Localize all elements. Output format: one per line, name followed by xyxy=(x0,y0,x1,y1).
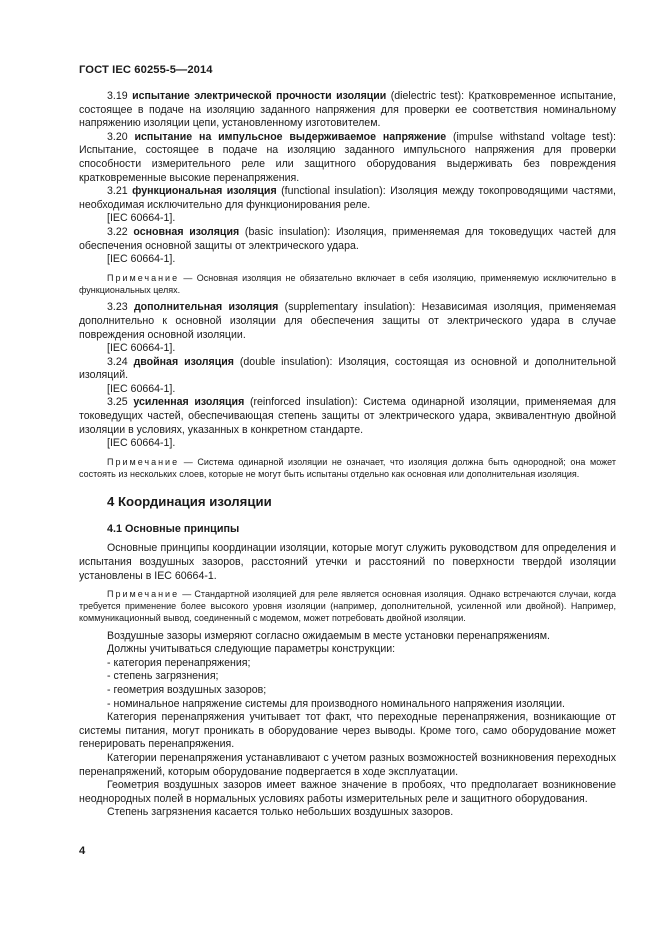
term-number: 3.23 xyxy=(107,301,128,314)
paragraph: Должны учитываться следующие параметры конструкции: xyxy=(107,643,396,656)
term-definition: (supplementary insulation): Независимая изоляция, применяемая дополнительно к основной изоляции для обеспечения защиты от электрического удара в случае повреждения основной изоляции. xyxy=(79,301,616,341)
term-3-24 xyxy=(79,356,616,383)
paragraph: Воздушные зазоры измеряют согласно ожидаемым в месте установки перенапряжениям. xyxy=(107,629,550,642)
term-3-22 xyxy=(79,226,616,253)
term-definition: (basic insulation): Изоляция, применяемая для токоведущих частей для обеспечения основной защиты от электрического удара. xyxy=(79,225,616,252)
list-item: - степень загрязнения; xyxy=(107,670,219,683)
term-definition: (reinforced insulation): Система одинарной изоляции, применяемая для токоведущих частей, обеспечивающая степень защиты от электрического удара, эквивалентную двойной изоляции в условиях, указанных в конкретном стандарте. xyxy=(79,396,616,436)
subsection-heading: 4.1 Основные принципы xyxy=(107,523,240,536)
paragraph: Степень загрязнения касается только небольших воздушных зазоров. xyxy=(107,806,454,819)
term-3-25 xyxy=(79,396,616,437)
note-text: — Основная изоляция не обязательно включает в себя изоляцию, применяемую исключительно в функциональных целях. xyxy=(79,272,616,295)
term-definition: (dielectric test): Кратковременное испытание, состоящее в подаче на изоляцию заданного напряжения для проверки ее соответствия номинальному напряжению изоляции цепи, установленному изготовителем. xyxy=(79,90,617,130)
term-number: 3.21 xyxy=(107,185,128,198)
note-label: Примечание xyxy=(107,272,180,283)
note-label: Примечание xyxy=(107,589,180,600)
term-title: двойная изоляция xyxy=(133,355,234,368)
term-number: 3.25 xyxy=(107,396,128,409)
term-definition: (impulse withstand voltage test): Испытание, состоящее в подаче на изоляцию заданного импульсного напряжения для проверки способности измерительного реле или защитного оборудования выдерживать без повреждения кратковременные высокие перенапряжения. xyxy=(79,130,616,184)
page-body xyxy=(79,90,616,820)
reference: [IEC 60664-1]. xyxy=(107,437,176,450)
term-title: дополнительная изоляция xyxy=(133,301,279,314)
term-3-19 xyxy=(79,90,616,131)
term-3-23 xyxy=(79,301,616,342)
term-number: 3.20 xyxy=(107,130,128,143)
term-title: функциональная изоляция xyxy=(132,185,277,198)
list-item: - номинальное напряжение системы для производного номинального напряжения изоляции. xyxy=(107,697,565,710)
term-title: усиленная изоляция xyxy=(133,396,245,409)
reference: [IEC 60664-1]. xyxy=(107,253,176,266)
term-number: 3.24 xyxy=(107,355,128,368)
term-definition: (double insulation): Изоляция, состоящая из основной и дополнительной изоляций. xyxy=(79,355,616,382)
term-title: основная изоляция xyxy=(133,225,240,238)
note-1 xyxy=(79,273,616,297)
reference: [IEC 60664-1]. xyxy=(107,342,176,355)
paragraph: Геометрия воздушных зазоров имеет важное значение в пробоях, что предполагает возникновение неоднородных полей в нормальных условиях работы измерительных реле и защитного оборудования. xyxy=(79,779,616,805)
term-definition: (functional insulation): Изоляция между токопроводящими частями, необходимая исключительно для функционирования реле. xyxy=(79,185,616,211)
reference: [IEC 60664-1]. xyxy=(107,212,176,225)
note-label: Примечание xyxy=(107,456,180,467)
term-3-20 xyxy=(79,131,616,185)
term-number: 3.22 xyxy=(107,225,128,238)
note-text: — Система одинарной изоляции не означает, что изоляция должна быть однородной; она может состоять из нескольких слоев, которые не могут быть испытаны отдельно как основная или дополнительная изоляция. xyxy=(79,456,616,479)
note-3 xyxy=(79,589,616,624)
section-heading: 4 Координация изоляции xyxy=(107,494,272,510)
list-item: - категория перенапряжения; xyxy=(107,656,251,669)
reference: [IEC 60664-1]. xyxy=(107,382,176,395)
paragraph: Категории перенапряжения устанавливают с учетом разных возможностей возникновения переходных перенапряжений, которым оборудование подвергается в ходе эксплуатации. xyxy=(79,751,616,778)
paragraph: Категория перенапряжения учитывает тот факт, что переходные перенапряжения, возникающие от системы питания, могут проникать в оборудование через выводы. Кроме того, само оборудование может генерировать перенапряжения. xyxy=(79,711,616,751)
paragraph: Основные принципы координации изоляции, которые могут служить руководством для определения и испытания воздушных зазоров, расстояний утечки и расстояний по поверхности твердой изоляции установлены в IEC 60664-1. xyxy=(79,542,616,582)
term-title: испытание на импульсное выдерживаемое напряжение xyxy=(134,130,447,143)
note-2 xyxy=(79,457,616,481)
term-number: 3.19 xyxy=(107,90,128,102)
note-text: — Стандартной изоляцией для реле является основная изоляция. Однако встречаются случаи, когда требуется применение более высокого уровня изоляции (например, дополнительной, усиленной или двойной). Например, коммуникационный вывод, соединенный с модемом, может потребовать двойной изоляции. xyxy=(79,589,616,623)
list-item: - геометрия воздушных зазоров; xyxy=(107,683,267,696)
page-number: 4 xyxy=(79,845,86,857)
term-title: испытание электрической прочности изоляции xyxy=(132,90,387,102)
document-header: ГОСТ IEC 60255-5—2014 xyxy=(79,64,213,76)
term-3-21 xyxy=(79,185,616,212)
